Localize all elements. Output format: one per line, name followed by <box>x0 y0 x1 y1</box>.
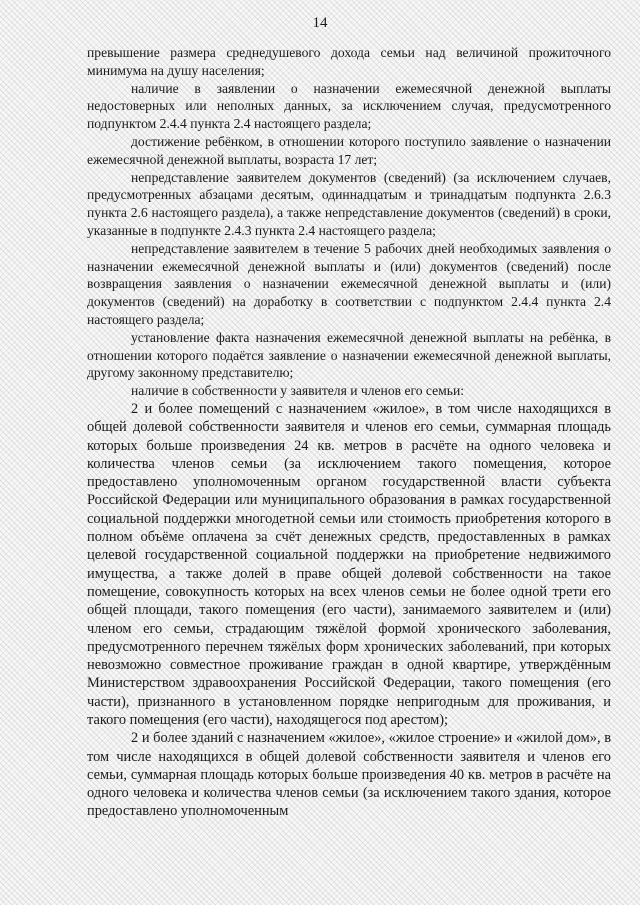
paragraph-child-age: достижение ребёнком, в отношении которого поступило заявление о назначении ежемесячной денежной выплаты, возраста 17 лет; <box>87 133 611 167</box>
paragraph-other-representative: установление факта назначения ежемесячной денежной выплаты на ребёнка, в отношении которого подаётся заявление о назначении ежемесячной денежной выплаты, другому законному представителю; <box>87 329 611 381</box>
page-number: 14 <box>312 15 328 31</box>
paragraph-documents-not-submitted: непредставление заявителем документов (сведений) (за исключением случаев, предусмотренных абзацами десятым, одиннадцатым и тринадцатым подпункта 2.6.3 пункта 2.6 настоящего раздела), а также непредставление документов (сведений) в сроки, указанные в подпункте 2.4.3 пункта 2.4 настоящего раздела; <box>87 169 611 238</box>
paragraph-resubmission-deadline: непредставление заявителем в течение 5 рабочих дней необходимых заявления о назначении ежемесячной денежной выплаты и (или) документов (сведений) после возвращения заявления о назначении ежемесячной денежной выплаты и (или) документов (сведений) на доработку в соответствии с подпунктом 2.4.4 пункта 2.4 настоящего раздела; <box>87 240 611 327</box>
paragraph-residential-buildings: 2 и более зданий с назначением «жилое», «жилое строение» и «жилой дом», в том числе находящихся в общей долевой собственности заявителя и членов его семьи, суммарная площадь которых больше произведения 40 кв. метров в расчёте на одного человека и количества членов семьи (за исключением такого здания, которое предоставлено уполномоченным <box>87 730 611 820</box>
paragraph-unreliable-data: наличие в заявлении о назначении ежемесячной денежной выплаты недостоверных или неполных данных, за исключением случая, предусмотренного подпунктом 2.4.4 пункта 2.4 настоящего раздела; <box>87 80 611 132</box>
document-body <box>87 44 611 821</box>
paragraph-income-excess: превышение размера среднедушевого дохода семьи над величиной прожиточного минимума на душу населения; <box>87 45 611 78</box>
paragraph-residential-premises: 2 и более помещений с назначением «жилое», в том числе находящихся в общей долевой собственности заявителя и членов его семьи, суммарная площадь которых больше произведения 24 кв. метров в расчёте на одного человека и количества членов семьи (за исключением такого помещения, которое предоставлено уполномоченным органом государственной власти субъекта Российской Федерации или муниципального образования в рамках государственной социальной поддержки многодетной семьи или стоимость приобретения которого в полном объёме оплачена за счёт денежных средств, предоставленных в рамках целевой государственной социальной поддержки на приобретение недвижимого имущества, а также долей в праве общей долевой собственности на такое помещение, совокупность которых на всех членов семьи не более одной трети его общей площади, такого помещения (его части), занимаемого заявителем и (или) членом его семьи, страдающим тяжёлой формой хронического заболевания, предусмотренного перечнем тяжёлых форм хронических заболеваний, при которых невозможно совместное проживание граждан в одной квартире, утверждённым Министерством здравоохранения Российской Федерации, такого помещения (его части), признанного в установленном порядке непригодным для проживания, и такого помещения (его части), находящегося под арестом); <box>87 400 611 728</box>
paragraph-property-ownership: наличие в собственности у заявителя и членов его семьи: <box>131 383 464 399</box>
